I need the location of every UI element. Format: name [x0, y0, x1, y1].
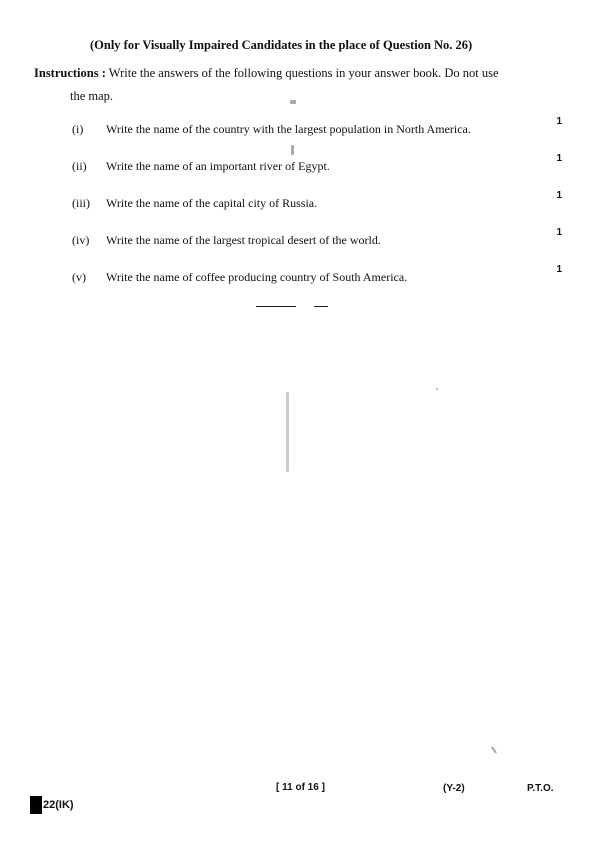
paper-code-text: 22(IK) [43, 799, 74, 811]
page-number: [ 11 of 16 ] [276, 782, 325, 793]
question-text: Write the name of the largest tropical desert of the world. [106, 233, 381, 247]
question-marks: 1 [556, 116, 562, 127]
instructions-continuation: the map. [70, 89, 114, 103]
question-number: (i) [72, 122, 84, 136]
scan-speck [436, 388, 438, 390]
question-number: (iii) [72, 196, 90, 210]
question-number: (v) [72, 270, 86, 284]
question-number: (iv) [72, 233, 90, 247]
instructions-text: Write the answers of the following questions in your answer book. Do not use [108, 66, 499, 80]
scan-speck [290, 100, 296, 104]
question-list [72, 118, 562, 303]
question-marks: 1 [556, 227, 562, 238]
end-rule [256, 306, 296, 307]
end-dash [314, 306, 328, 307]
paper-code [30, 796, 74, 814]
scan-speck [286, 392, 289, 472]
question-text: Write the name of an important river of Egypt. [106, 159, 330, 173]
question-text: Write the name of the country with the largest population in North America. [106, 122, 471, 136]
question-text: Write the name of coffee producing country of South America. [106, 270, 408, 284]
question-item [72, 118, 562, 155]
question-item [72, 192, 562, 229]
question-marks: 1 [556, 153, 562, 164]
question-number: (ii) [72, 159, 87, 173]
page-heading: (Only for Visually Impaired Candidates in the place of Question No. 26) [90, 38, 473, 52]
scan-speck [291, 145, 294, 155]
question-item [72, 266, 562, 303]
question-item [72, 229, 562, 266]
instructions-line [34, 62, 554, 85]
pto-label: P.T.O. [527, 783, 554, 794]
question-text: Write the name of the capital city of Russia. [106, 196, 318, 210]
registration-mark [30, 796, 42, 814]
instructions-label: Instructions : [34, 66, 106, 80]
question-item [72, 155, 562, 192]
series-code: (Y-2) [443, 783, 465, 794]
scan-speck [491, 746, 497, 754]
question-marks: 1 [556, 264, 562, 275]
question-marks: 1 [556, 190, 562, 201]
